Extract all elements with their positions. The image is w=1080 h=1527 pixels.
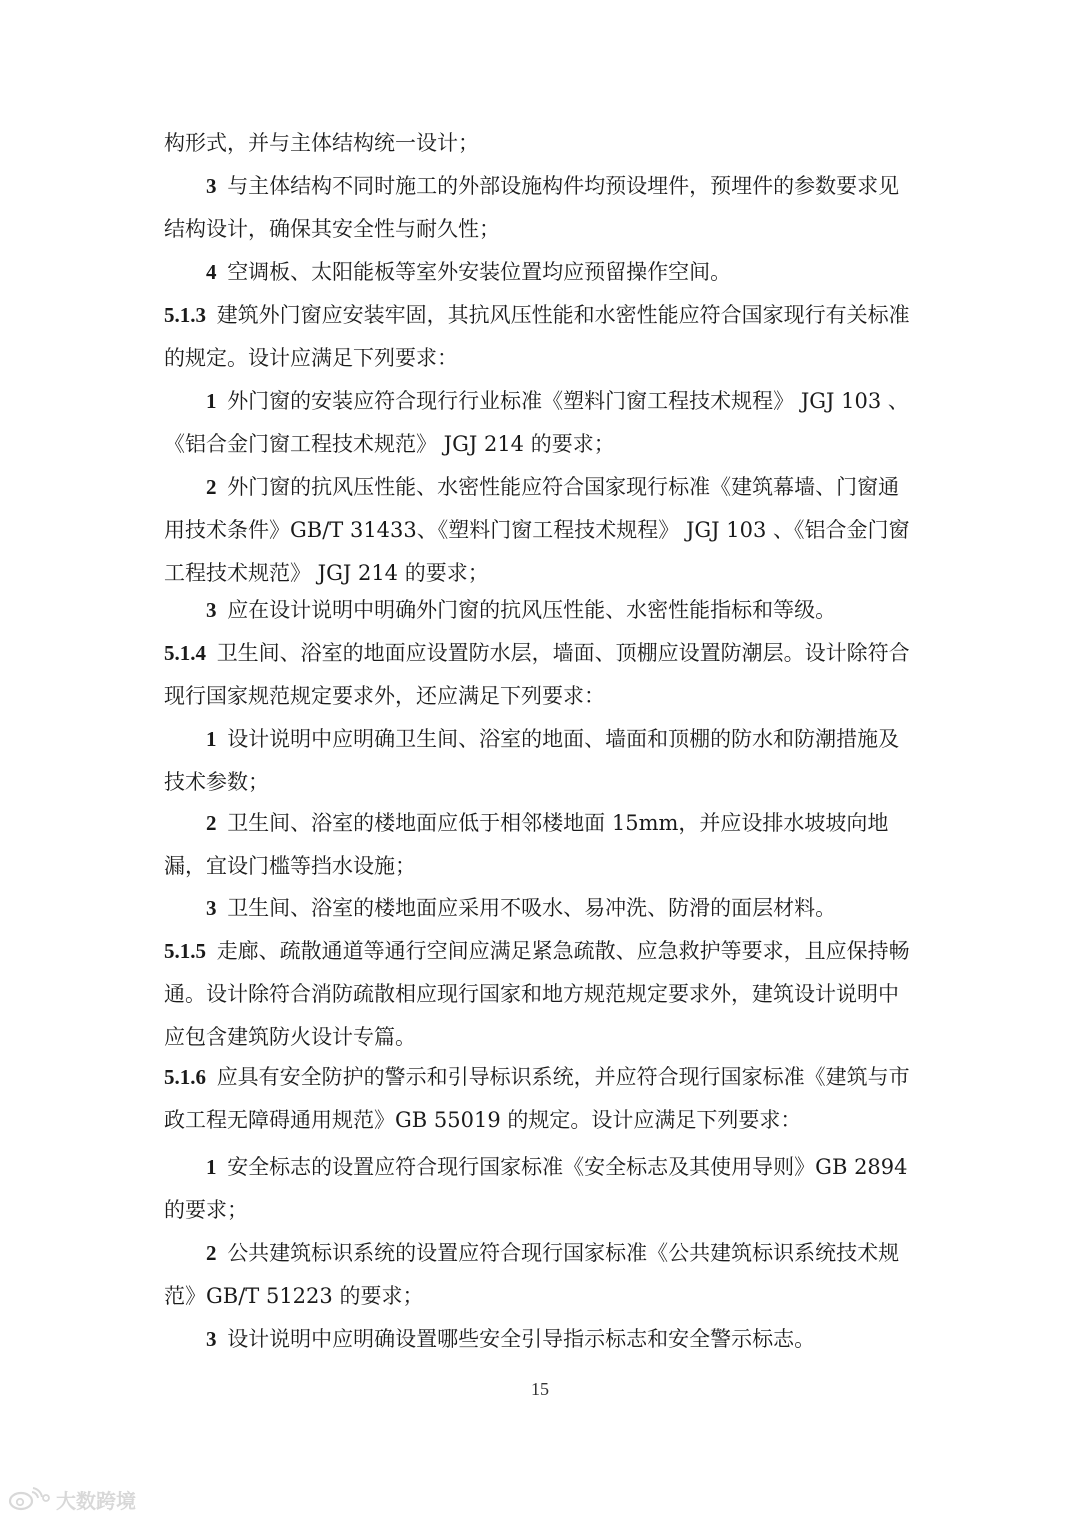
page-number: 15 — [531, 1379, 549, 1399]
paragraph-text: 外门窗的安装应符合现行行业标准《塑料门窗工程技术规程》 JGJ 103 、《铝合金门窗工程技术规范》 JGJ 214 的要求； — [164, 389, 909, 456]
item-number: 3 — [206, 896, 217, 920]
item-number: 3 — [206, 1327, 217, 1351]
paragraph-text: 建筑外门窗应安装牢固，其抗风压性能和水密性能应符合国家现行有关标准的规定。设计应满足下列要求： — [164, 303, 910, 370]
paragraph-text: 卫生间、浴室的楼地面应采用不吸水、易冲洗、防滑的面层材料。 — [227, 896, 837, 920]
watermark — [8, 1484, 136, 1514]
item-number: 1 — [206, 1155, 217, 1179]
item-number: 3 — [206, 598, 217, 622]
list-item-2 — [164, 802, 918, 888]
item-number: 2 — [206, 1241, 217, 1265]
list-item-3 — [164, 165, 918, 251]
clause-number: 5.1.3 — [164, 303, 206, 327]
paragraph-text: 走廊、疏散通道等通行空间应满足紧急疏散、应急救护等要求，且应保持畅通。设计除符合消防疏散相应现行国家和地方规范规定要求外，建筑设计说明中应包含建筑防火设计专篇。 — [164, 939, 910, 1049]
item-number: 1 — [206, 727, 217, 751]
item-number: 2 — [206, 811, 217, 835]
clause-5-1-6 — [164, 1056, 918, 1142]
paragraph-text: 公共建筑标识系统的设置应符合现行国家标准《公共建筑标识系统技术规范》GB/T 51223 的要求； — [164, 1241, 900, 1308]
clause-5-1-5 — [164, 930, 918, 1059]
list-item-4 — [164, 251, 918, 294]
list-item-1 — [164, 380, 918, 466]
clause-number: 5.1.6 — [164, 1065, 206, 1089]
paragraph-text: 卫生间、浴室的地面应设置防水层，墙面、顶棚应设置防潮层。设计除符合现行国家规范规定要求外，还应满足下列要求： — [164, 641, 910, 708]
list-item-3 — [164, 589, 918, 632]
item-number: 1 — [206, 389, 217, 413]
paragraph-text: 外门窗的抗风压性能、水密性能应符合国家现行标准《建筑幕墙、门窗通用技术条件》GB/T 31433、《塑料门窗工程技术规程》 JGJ 103 、《铝合金门窗工程技术规范》 JGJ 214 的要求； — [164, 475, 910, 585]
clause-5-1-3 — [164, 294, 918, 380]
clause-number: 5.1.4 — [164, 641, 206, 665]
paragraph-text: 构形式，并与主体结构统一设计； — [164, 131, 479, 155]
paragraph-text: 安全标志的设置应符合现行国家标准《安全标志及其使用导则》GB 2894 的要求； — [164, 1155, 908, 1222]
list-item-3 — [164, 887, 918, 930]
paragraph-text: 卫生间、浴室的楼地面应低于相邻楼地面 15mm，并应设排水坡坡向地漏，宜设门槛等挡水设施； — [164, 811, 889, 878]
paragraph-continuation — [164, 122, 918, 165]
paragraph-text: 应具有安全防护的警示和引导标识系统，并应符合现行国家标准《建筑与市政工程无障碍通用规范》GB 55019 的规定。设计应满足下列要求： — [164, 1065, 910, 1132]
paragraph-text: 设计说明中应明确设置哪些安全引导指示标志和安全警示标志。 — [227, 1327, 816, 1351]
clause-5-1-4 — [164, 632, 918, 718]
paragraph-text: 与主体结构不同时施工的外部设施构件均预设埋件，预埋件的参数要求见结构设计，确保其安全性与耐久性； — [164, 174, 900, 241]
paragraph-text: 空调板、太阳能板等室外安装位置均应预留操作空间。 — [227, 260, 732, 284]
paragraph-text: 应在设计说明中明确外门窗的抗风压性能、水密性能指标和等级。 — [227, 598, 837, 622]
watermark-text: 大数跨境 — [56, 1488, 136, 1513]
clause-number: 5.1.5 — [164, 939, 206, 963]
weibo-logo-icon — [8, 1486, 52, 1512]
list-item-3 — [164, 1318, 918, 1361]
list-item-2 — [164, 1232, 918, 1318]
item-number: 4 — [206, 260, 217, 284]
paragraph-text: 设计说明中应明确卫生间、浴室的地面、墙面和顶棚的防水和防潮措施及技术参数； — [164, 727, 900, 794]
item-number: 2 — [206, 475, 217, 499]
item-number: 3 — [206, 174, 217, 198]
list-item-1 — [164, 1146, 918, 1232]
list-item-2 — [164, 466, 918, 595]
list-item-1 — [164, 718, 918, 804]
